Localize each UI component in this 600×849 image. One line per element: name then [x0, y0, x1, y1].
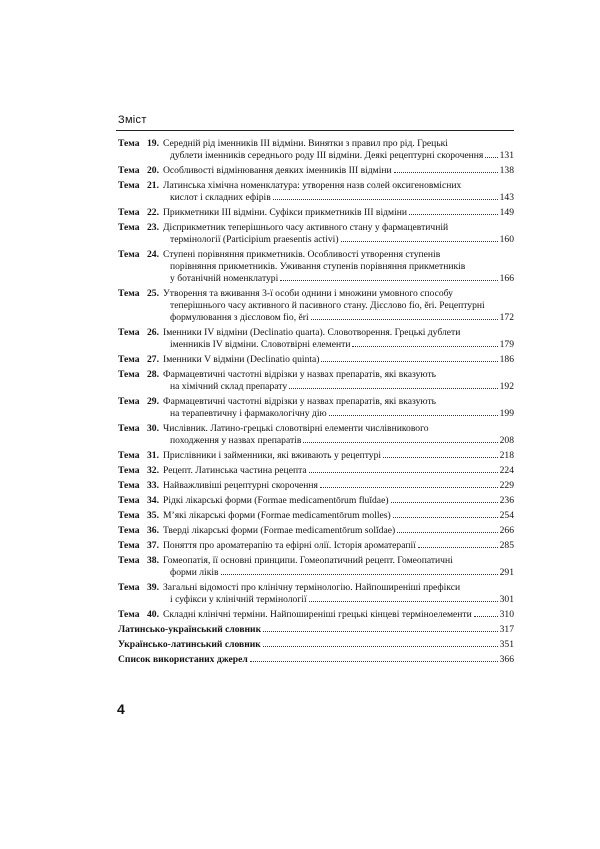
- toc-topic-word: Тема: [118, 222, 140, 233]
- toc-page-number: 186: [499, 354, 514, 365]
- dot-leader: [303, 442, 497, 443]
- toc-page-number: 199: [499, 408, 514, 419]
- toc-entry-row: [118, 207, 514, 219]
- toc-page-number: 160: [499, 234, 514, 245]
- dot-leader: [409, 214, 498, 215]
- toc-page-number: 351: [499, 639, 514, 650]
- toc-topic-number: 24.: [147, 249, 159, 260]
- toc-topic-word: Тема: [118, 510, 140, 521]
- toc-entry: [118, 180, 514, 204]
- toc-entry-label: [118, 555, 163, 567]
- toc-topic-word: Тема: [118, 555, 140, 566]
- toc-entry-title: Рідкі лікарські форми (Formae medicamentōrum fluĭdae): [163, 495, 389, 506]
- toc-entry-title: Утворення та вживання 3-ї особи однини і множини умовного способу: [163, 288, 453, 299]
- toc-entry-row: [118, 495, 514, 507]
- dot-leader: [383, 457, 498, 458]
- toc-page-number: 172: [499, 312, 514, 323]
- header-rule: [116, 130, 514, 131]
- toc-entry-label: [118, 327, 163, 339]
- toc-entry-title: Рецепт. Латинська частина рецепта: [163, 465, 307, 476]
- dot-leader: [352, 346, 497, 347]
- toc-entry-label: [118, 138, 163, 150]
- toc-topic-number: 35.: [147, 510, 159, 521]
- toc-entry-continuation: формулювання з дієсловом fio, ĕri: [170, 312, 309, 323]
- dot-leader: [289, 388, 497, 389]
- toc-entry-row: [118, 654, 514, 666]
- toc-entry-continuation: походження у назвах препаратів: [170, 435, 302, 446]
- toc-entry: [118, 423, 514, 447]
- toc-entry-label: [118, 480, 163, 492]
- toc-entry-row: [118, 423, 514, 435]
- toc-topic-word: Тема: [118, 249, 140, 260]
- toc-entry-title: Іменники V відміни (Declinatio quinta): [163, 354, 320, 365]
- toc-topic-word: Тема: [118, 369, 140, 380]
- toc-entry: [118, 465, 514, 477]
- toc-topic-word: Тема: [118, 540, 140, 551]
- toc-entry-label: [118, 450, 163, 462]
- toc-entry-label: [118, 222, 163, 234]
- toc-entry-continuation: термінології (Participium praesentis activi): [170, 234, 339, 245]
- toc-topic-number: 32.: [147, 465, 159, 476]
- toc-page-number: 192: [499, 381, 514, 392]
- toc-entry: [118, 639, 514, 651]
- toc-page-number: 224: [499, 465, 514, 476]
- running-header: Зміст: [118, 114, 147, 126]
- toc-entry-continuation: у ботанічній номенклатурі: [170, 273, 279, 284]
- toc-topic-number: 31.: [147, 450, 159, 461]
- toc-entry-title: Фармацевтичні частотні відрізки у назвах препаратів, які вказують: [163, 396, 437, 407]
- table-of-contents: [118, 138, 514, 669]
- toc-page-number: 131: [499, 150, 514, 161]
- toc-topic-number: 21.: [147, 180, 159, 191]
- toc-entry-label: [118, 495, 163, 507]
- toc-topic-word: Тема: [118, 354, 140, 365]
- toc-topic-number: 29.: [147, 396, 159, 407]
- toc-topic-number: 27.: [147, 354, 159, 365]
- toc-entry-continuation: і суфікси у клінічній термінології: [170, 594, 307, 605]
- toc-entry: [118, 582, 514, 606]
- toc-entry-continuation: теперішнього часу активного й пасивного стану. Дієслово fio, ĕri. Рецептурні: [170, 300, 485, 311]
- page-number: 4: [117, 701, 125, 717]
- toc-entry-continuation: порівняння прикметників. Уживання ступенів порівняння прикметників: [170, 261, 466, 272]
- toc-entry-continuation: форми ліків: [170, 567, 219, 578]
- toc-topic-word: Тема: [118, 450, 140, 461]
- toc-entry-row: [118, 624, 514, 636]
- dot-leader: [397, 532, 497, 533]
- toc-entry-continuation: на терапевтичну і фармакологічну дію: [170, 408, 327, 419]
- toc-topic-word: Тема: [118, 165, 140, 176]
- toc-topic-number: 40.: [147, 609, 159, 620]
- dot-leader: [273, 199, 498, 200]
- toc-entry: [118, 654, 514, 666]
- toc-entry-label: [118, 396, 163, 408]
- toc-topic-number: 20.: [147, 165, 159, 176]
- toc-topic-number: 23.: [147, 222, 159, 233]
- toc-entry-label: [118, 207, 163, 219]
- toc-topic-word: Тема: [118, 480, 140, 491]
- toc-entry-row: [118, 234, 514, 246]
- dot-leader: [341, 241, 498, 242]
- toc-entry-label: [118, 609, 163, 621]
- dot-leader: [329, 415, 498, 416]
- toc-entry-title: Гомеопатія, її основні принципи. Гомеопатичний рецепт. Гомеопатичні: [163, 555, 453, 566]
- toc-topic-number: 25.: [147, 288, 159, 299]
- toc-entry-row: [118, 312, 514, 324]
- toc-entry-continuation: кислот і складних ефірів: [170, 192, 271, 203]
- toc-page-number: 266: [499, 525, 514, 536]
- toc-entry: [118, 450, 514, 462]
- toc-entry-row: [118, 639, 514, 651]
- dot-leader: [309, 472, 498, 473]
- toc-topic-word: Тема: [118, 423, 140, 434]
- toc-entry: [118, 327, 514, 351]
- toc-topic-word: Тема: [118, 288, 140, 299]
- toc-entry-row: [118, 525, 514, 537]
- toc-entry-label: [118, 180, 163, 192]
- toc-entry-title: Дієприкметник теперішнього часу активного стану у фармацевтичній: [163, 222, 449, 233]
- toc-entry-title: Найважливіші рецептурні скорочення: [163, 480, 318, 491]
- toc-page-number: 138: [499, 165, 514, 176]
- toc-entry-title: Список використаних джерел: [118, 654, 248, 665]
- toc-entry-row: [118, 540, 514, 552]
- toc-page-number: 143: [499, 192, 514, 203]
- toc-topic-word: Тема: [118, 327, 140, 338]
- toc-topic-word: Тема: [118, 180, 140, 191]
- toc-entry-row: [118, 180, 514, 192]
- toc-page-number: 285: [499, 540, 514, 551]
- toc-page-number: 218: [499, 450, 514, 461]
- dot-leader: [394, 172, 498, 173]
- toc-entry-row: [118, 582, 514, 594]
- toc-entry-title: Загальні відомості про клінічну термінологію. Найпоширеніші префікси: [163, 582, 461, 593]
- toc-topic-word: Тема: [118, 495, 140, 506]
- toc-entry-label: [118, 510, 163, 522]
- toc-entry: [118, 222, 514, 246]
- toc-entry-title: Фармацевтичні частотні відрізки у назвах препаратів, які вказують: [163, 369, 437, 380]
- toc-entry-continuation: дублети іменників середнього роду III відміни. Деякі рецептурні скорочення: [170, 150, 484, 161]
- toc-entry-row: [118, 396, 514, 408]
- toc-entry-title: Середній рід іменників III відміни. Винятки з правил про рід. Грецькі: [163, 138, 448, 149]
- toc-entry-row: [118, 339, 514, 351]
- toc-entry-label: [118, 582, 163, 594]
- toc-page-number: 310: [499, 609, 514, 620]
- toc-topic-number: 28.: [147, 369, 159, 380]
- toc-entry-row: [118, 567, 514, 579]
- dot-leader: [418, 547, 498, 548]
- dot-leader: [393, 517, 498, 518]
- toc-entry: [118, 354, 514, 366]
- dot-leader: [263, 646, 498, 647]
- toc-page-number: 179: [499, 339, 514, 350]
- toc-page-number: 229: [499, 480, 514, 491]
- dot-leader: [391, 502, 498, 503]
- toc-topic-word: Тема: [118, 609, 140, 620]
- dot-leader: [263, 631, 497, 632]
- toc-topic-number: 22.: [147, 207, 159, 218]
- toc-topic-number: 36.: [147, 525, 159, 536]
- toc-topic-word: Тема: [118, 465, 140, 476]
- toc-entry-row: [118, 369, 514, 381]
- toc-entry-label: [118, 369, 163, 381]
- toc-entry-row: [118, 273, 514, 285]
- toc-entry-label: [118, 354, 163, 366]
- toc-entry-label: [118, 423, 163, 435]
- toc-entry-row: [118, 150, 514, 162]
- toc-entry-row: [118, 435, 514, 447]
- toc-entry: [118, 510, 514, 522]
- toc-entry: [118, 207, 514, 219]
- dot-leader: [320, 487, 498, 488]
- toc-entry-label: [118, 165, 163, 177]
- toc-entry-title: Ступені порівняння прикметників. Особливості утворення ступенів: [163, 249, 441, 260]
- toc-topic-number: 39.: [147, 582, 159, 593]
- toc-topic-number: 33.: [147, 480, 159, 491]
- toc-entry-title: Прислівники і займенники, які вживають у рецептурі: [163, 450, 382, 461]
- toc-page-number: 149: [499, 207, 514, 218]
- toc-entry-row: [118, 138, 514, 150]
- dot-leader: [485, 157, 497, 158]
- toc-page-number: 291: [499, 567, 514, 578]
- toc-entry-title: Тверді лікарські форми (Formae medicamentōrum solĭdae): [163, 525, 396, 536]
- dot-leader: [311, 319, 498, 320]
- dot-leader: [474, 616, 498, 617]
- toc-entry-title: Іменники IV відміни (Declinatio quarta). Словотворення. Грецькі дублети: [163, 327, 461, 338]
- toc-entry: [118, 396, 514, 420]
- toc-entry: [118, 165, 514, 177]
- toc-entry: [118, 495, 514, 507]
- toc-page-number: 254: [499, 510, 514, 521]
- toc-page-number: 366: [499, 654, 514, 665]
- toc-entry-title: М’які лікарські форми (Formae medicamentōrum molles): [163, 510, 391, 521]
- toc-entry-row: [118, 165, 514, 177]
- toc-topic-word: Тема: [118, 207, 140, 218]
- dot-leader: [250, 661, 498, 662]
- toc-entry: [118, 555, 514, 579]
- toc-entry-label: [118, 465, 163, 477]
- toc-topic-word: Тема: [118, 138, 140, 149]
- dot-leader: [321, 361, 497, 362]
- toc-page-number: 301: [499, 594, 514, 605]
- toc-entry-row: [118, 555, 514, 567]
- toc-topic-number: 34.: [147, 495, 159, 506]
- toc-entry-row: [118, 249, 514, 261]
- toc-entry-row: [118, 465, 514, 477]
- toc-entry-title: Латинсько-український словник: [118, 624, 262, 635]
- toc-topic-word: Тема: [118, 396, 140, 407]
- toc-entry-title: Поняття про ароматерапію та ефірні олії. Історія ароматерапії: [163, 540, 416, 551]
- toc-page-number: 166: [499, 273, 514, 284]
- toc-entry-row: [118, 381, 514, 393]
- toc-entry-row: [118, 594, 514, 606]
- toc-entry-title: Латинська хімічна номенклатура: утворення назв солей оксигеновмісних: [163, 180, 462, 191]
- toc-entry-row: [118, 327, 514, 339]
- toc-entry-label: [118, 249, 163, 261]
- toc-page-number: 236: [499, 495, 514, 506]
- toc-entry: [118, 288, 514, 324]
- toc-entry: [118, 249, 514, 285]
- toc-topic-number: 30.: [147, 423, 159, 434]
- dot-leader: [280, 280, 497, 281]
- toc-entry-continuation: іменників IV відміни. Словотвірні елементи: [170, 339, 351, 350]
- toc-topic-number: 37.: [147, 540, 159, 551]
- toc-entry-row: [118, 510, 514, 522]
- toc-entry-row: [118, 222, 514, 234]
- toc-topic-word: Тема: [118, 582, 140, 593]
- toc-entry: [118, 609, 514, 621]
- dot-leader: [309, 601, 498, 602]
- toc-entry-label: [118, 540, 163, 552]
- toc-entry-title: Українсько-латинський словник: [118, 639, 261, 650]
- toc-entry-title: Складні клінічні терміни. Найпоширеніші грецькі кінцеві терміноелементи: [163, 609, 472, 620]
- toc-topic-word: Тема: [118, 525, 140, 536]
- dot-leader: [221, 574, 498, 575]
- toc-entry-row: [118, 288, 514, 300]
- toc-entry: [118, 624, 514, 636]
- toc-entry-row: [118, 408, 514, 420]
- toc-entry-label: [118, 525, 163, 537]
- toc-page-number: 208: [499, 435, 514, 446]
- toc-entry: [118, 138, 514, 162]
- toc-entry-continuation: на хімічний склад препарату: [170, 381, 288, 392]
- toc-topic-number: 19.: [147, 138, 159, 149]
- toc-entry-row: [118, 609, 514, 621]
- toc-topic-number: 26.: [147, 327, 159, 338]
- toc-topic-number: 38.: [147, 555, 159, 566]
- toc-entry-row: [118, 354, 514, 366]
- toc-page-number: 317: [499, 624, 514, 635]
- toc-entry: [118, 369, 514, 393]
- toc-entry-label: [118, 288, 163, 300]
- toc-entry-row: [118, 480, 514, 492]
- toc-entry-row: [118, 450, 514, 462]
- toc-entry: [118, 540, 514, 552]
- toc-entry-title: Прикметники III відміни. Суфікси прикметників III відміни: [163, 207, 408, 218]
- toc-entry-row: [118, 192, 514, 204]
- toc-entry-title: Особливості відмінювання деяких іменників III відміни: [163, 165, 392, 176]
- toc-entry-title: Числівник. Латино-грецькі словотвірні елементи числівникового: [163, 423, 429, 434]
- toc-entry: [118, 525, 514, 537]
- toc-entry: [118, 480, 514, 492]
